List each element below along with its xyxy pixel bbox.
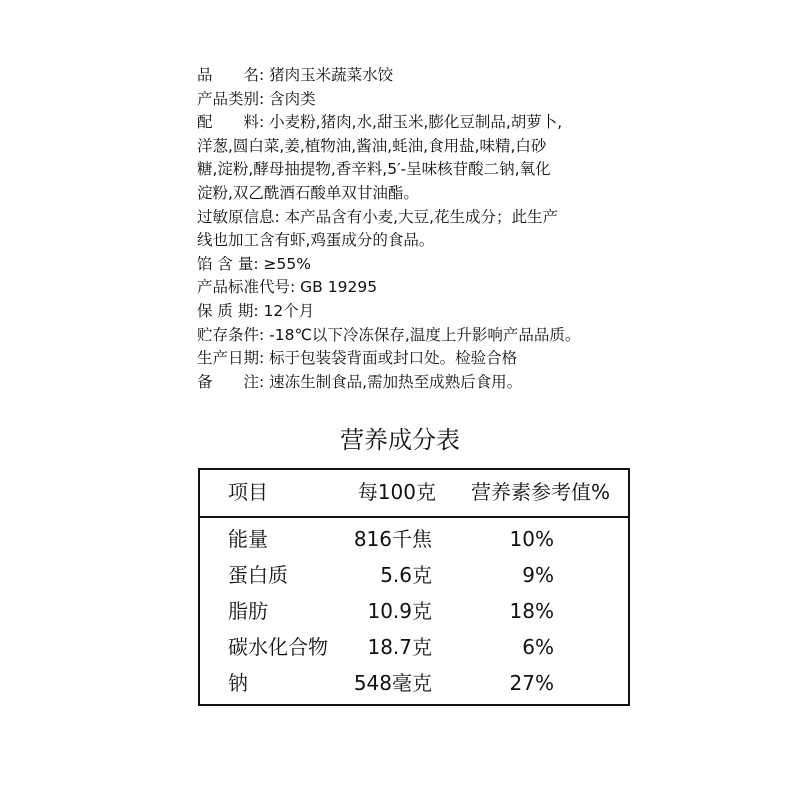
nutrition-table (198, 468, 630, 706)
row-item: 钠 (228, 671, 248, 695)
info-value: 淀粉,双乙酰酒石酸单双甘油酯。 (197, 183, 419, 202)
info-value: 线也加工含有虾,鸡蛋成分的食品。 (197, 231, 435, 250)
header-nrv: 营养素参考值% (470, 480, 610, 504)
info-line-standard (197, 276, 647, 300)
row-per100: 816千焦 (353, 527, 432, 551)
info-value: 猪肉玉米蔬菜水饺 (269, 66, 394, 84)
product-info (197, 64, 647, 394)
nutrition-row-energy (200, 526, 628, 562)
info-label: 生产日期: (197, 349, 265, 368)
row-per100: 548毫克 (353, 671, 432, 695)
info-label: 馅 含 量: (197, 254, 259, 273)
header-item: 项目 (228, 480, 268, 504)
info-value: 含肉类 (269, 89, 316, 108)
row-per100: 18.7克 (367, 635, 432, 659)
info-line-ingredients-cont (197, 182, 647, 206)
info-label: 贮存条件: (197, 325, 265, 344)
info-value: -18℃以下冷冻保存,温度上升影响产品品质。 (269, 325, 581, 344)
info-label: 产品类别: (197, 89, 265, 108)
info-value: 标于包装袋背面或封口处。检验合格 (269, 349, 518, 368)
row-nrv: 27% (509, 671, 554, 695)
row-per100: 10.9克 (367, 599, 432, 623)
row-item: 脂肪 (228, 599, 268, 623)
info-line-shelf-life (197, 300, 647, 324)
row-per100: 5.6克 (380, 563, 432, 587)
info-label: 过敏原信息: (197, 207, 280, 226)
info-value: 本产品含有小麦,大豆,花生成分；此生产 (284, 207, 559, 226)
info-line-remarks (197, 371, 647, 395)
info-line-filling (197, 253, 647, 277)
header-per100: 每100克 (357, 480, 436, 504)
row-item: 能量 (228, 527, 268, 551)
row-item: 蛋白质 (228, 563, 288, 587)
info-line-storage (197, 324, 647, 348)
info-line-production-date (197, 347, 647, 371)
info-value: GB 19295 (300, 278, 378, 297)
row-nrv: 10% (509, 527, 554, 551)
info-line-allergen-cont (197, 229, 647, 253)
nutrition-header-row (200, 470, 628, 518)
info-value: 12个月 (263, 301, 315, 320)
nutrition-row-carbohydrate (200, 634, 628, 670)
nutrition-row-fat (200, 598, 628, 634)
info-line-allergen (197, 206, 647, 230)
info-label: 配 料: (197, 113, 265, 132)
info-value: ≥55% (263, 254, 311, 273)
info-line-ingredients (197, 111, 647, 135)
info-label: 备 注: (197, 372, 265, 391)
info-line-ingredients-cont (197, 135, 647, 159)
info-label: 产品标准代号: (197, 278, 296, 297)
info-line-ingredients-cont (197, 158, 647, 182)
row-nrv: 9% (522, 563, 554, 587)
nutrition-row-protein (200, 562, 628, 598)
row-nrv: 6% (522, 635, 554, 659)
info-line-category (197, 88, 647, 112)
nutrition-row-sodium (200, 670, 628, 706)
nutrition-title: 营养成分表 (340, 426, 460, 454)
row-item: 碳水化合物 (228, 635, 328, 659)
info-value: 糖,淀粉,酵母抽提物,香辛料,5′-呈味核苷酸二钠,氧化 (197, 160, 551, 179)
info-label: 品 名: (197, 66, 265, 84)
info-label: 保 质 期: (197, 301, 259, 320)
info-line-name (197, 64, 647, 88)
info-value: 小麦粉,猪肉,水,甜玉米,膨化豆制品,胡萝卜, (269, 113, 563, 132)
row-nrv: 18% (509, 599, 554, 623)
info-value: 速冻生制食品,需加热至成熟后食用。 (269, 372, 523, 391)
info-value: 洋葱,圆白菜,姜,植物油,酱油,蚝油,食用盐,味精,白砂 (197, 136, 547, 155)
